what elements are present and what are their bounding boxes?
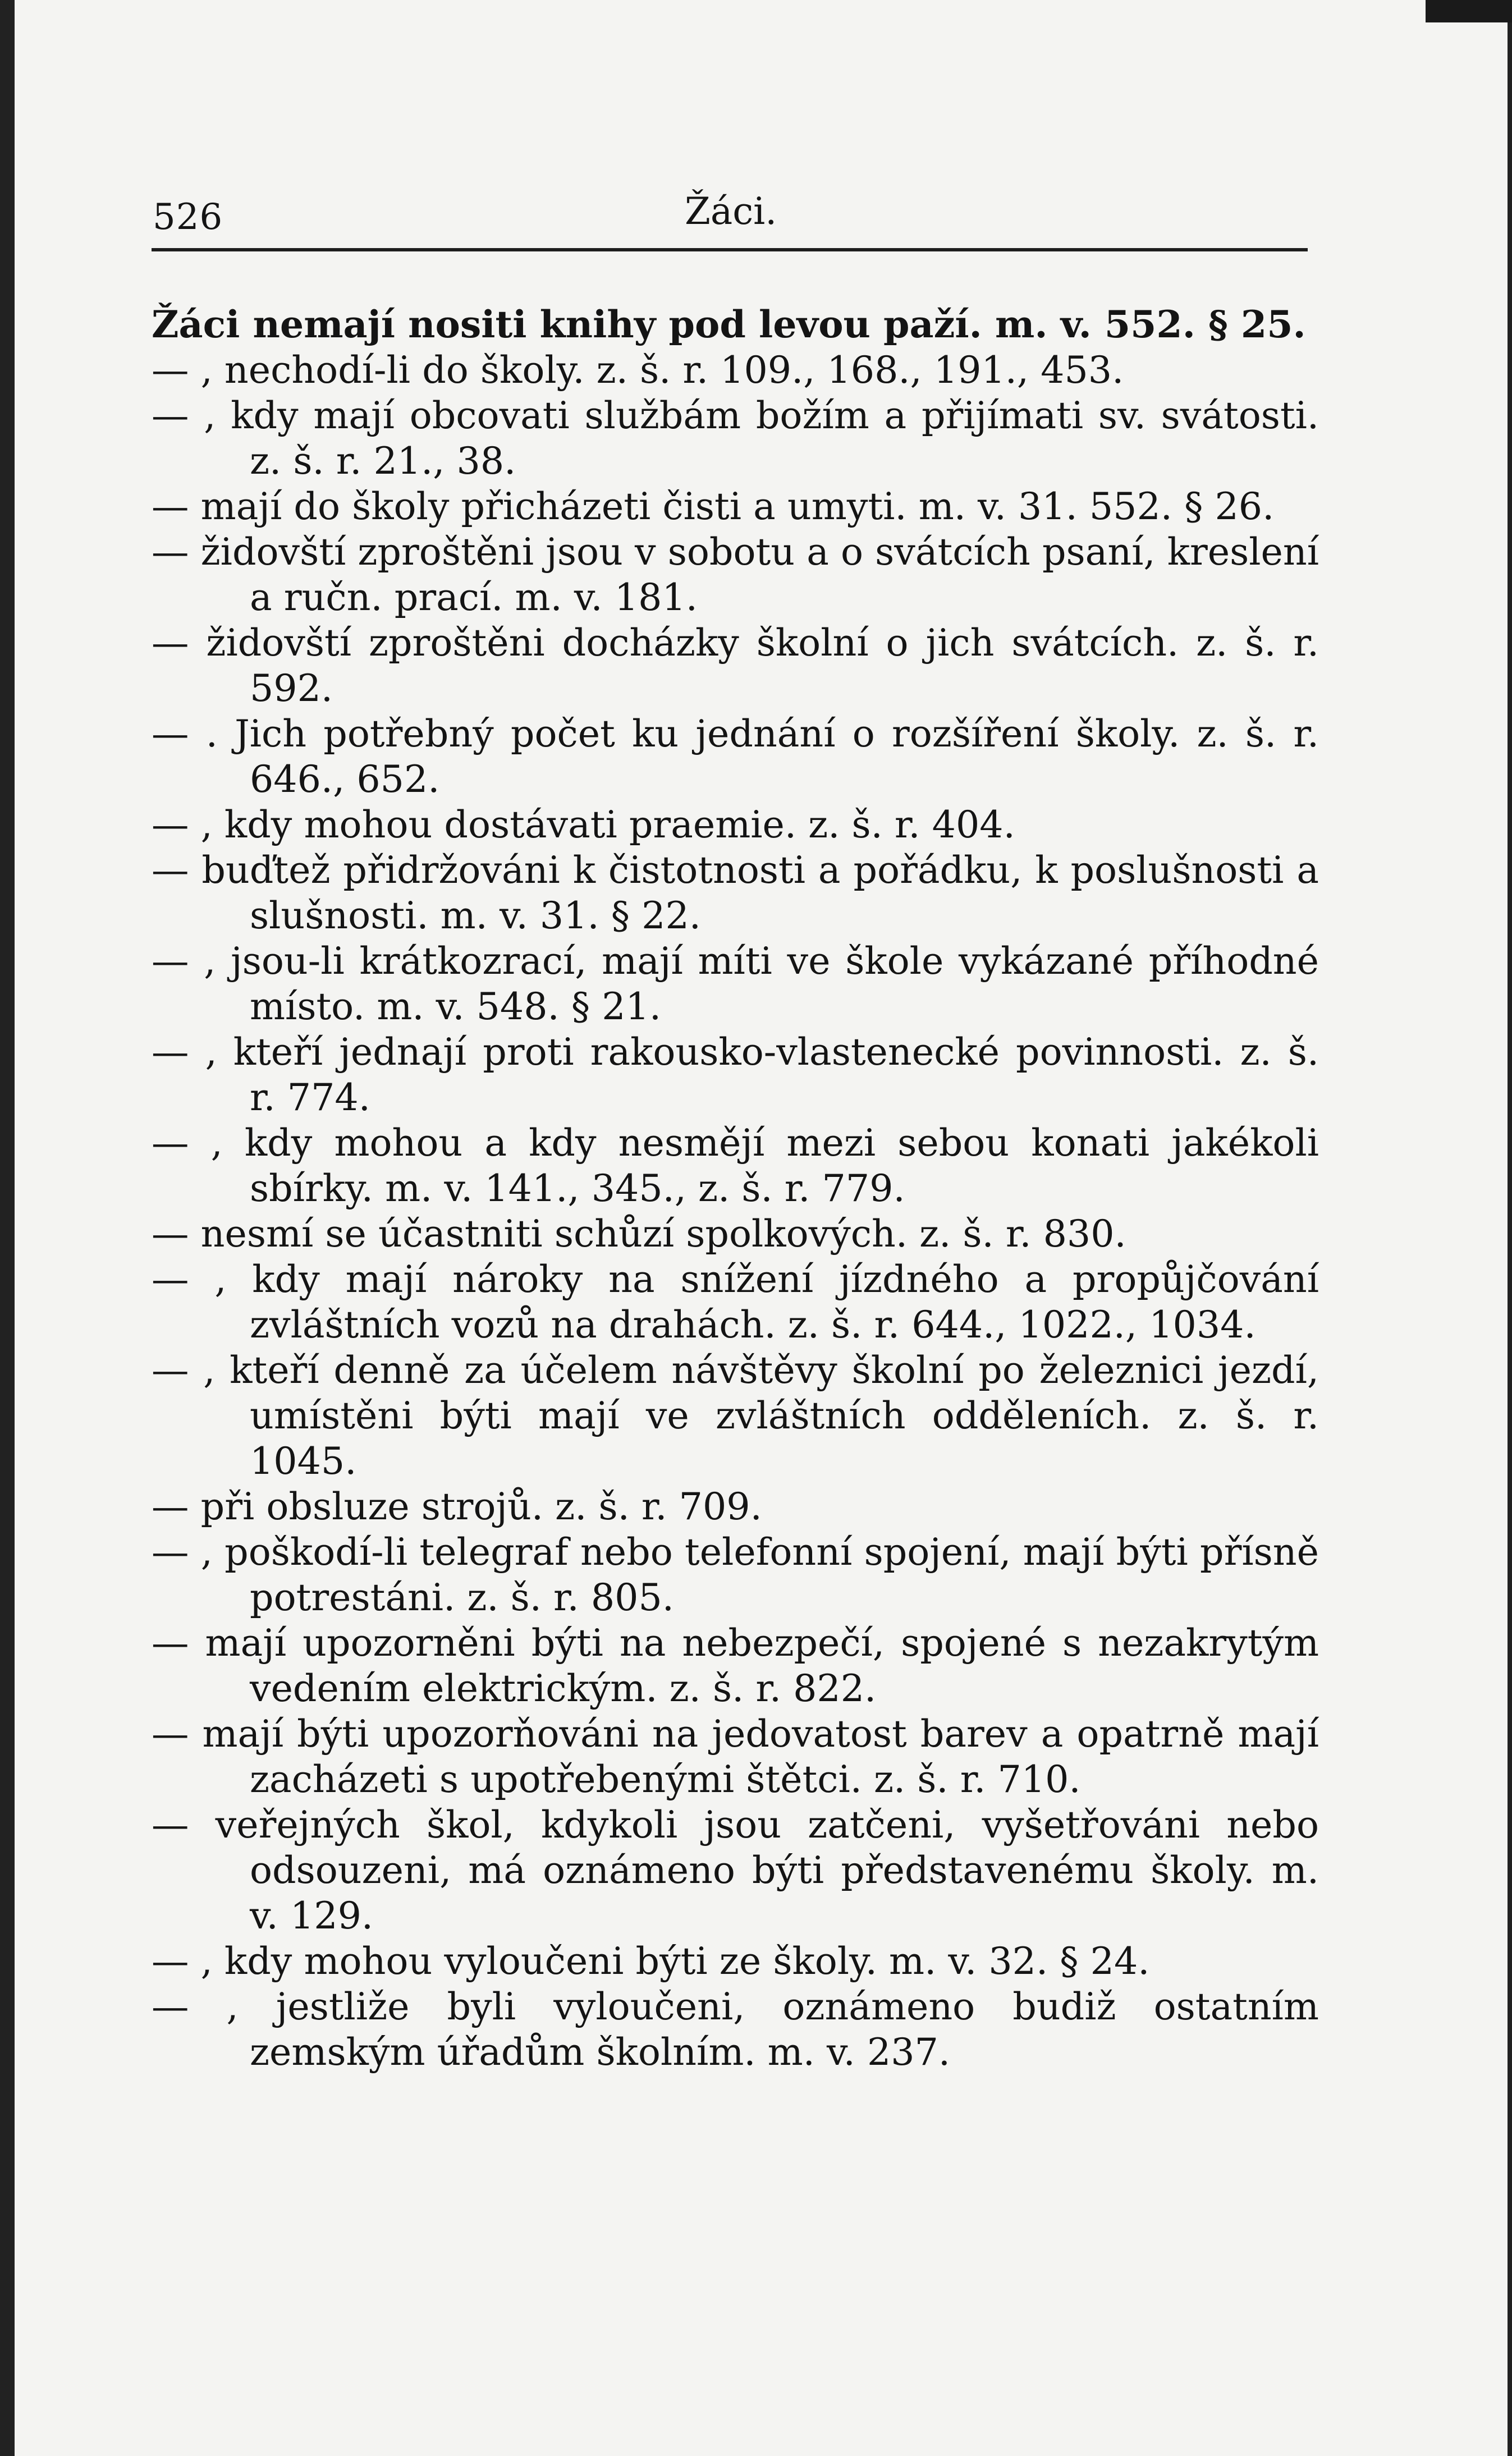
index-entry: — buďtež přidržováni k čistotnosti a pořádku, k poslušnosti a slušnosti. m. v. 31. § 22. <box>152 848 1319 937</box>
index-entry: — , nechodí-li do školy. z. š. r. 109., 168., 191., 453. <box>152 348 1124 392</box>
index-entry: — mají upozorněni býti na nebezpečí, spojené s nezakrytým vedením elektrickým. z. š. r. 822. <box>152 1621 1319 1710</box>
index-entry: — , kdy mohou a kdy nesmějí mezi sebou konati jakékoli sbírky. m. v. 141., 345., z. š. r. 779. <box>152 1121 1319 1210</box>
index-entry: — židovští zproštěni docházky školní o jich svátcích. z. š. r. 592. <box>152 621 1319 710</box>
index-entries <box>152 302 1319 2075</box>
index-entry: — , kdy mohou dostávati praemie. z. š. r. 404. <box>152 803 1015 846</box>
index-entry: Žáci nemají nositi knihy pod levou paží. m. v. 552. § 25. <box>152 303 1306 346</box>
index-entry: — , kdy mají nároky na snížení jízdného a propůjčování zvláštních vozů na drahách. z. š. r. 644., 1022., 1034. <box>152 1257 1319 1346</box>
index-entry: — , jsou-li krátkozrací, mají míti ve škole vykázané příhodné místo. m. v. 548. § 21. <box>152 939 1319 1028</box>
index-entry: — , kdy mají obcovati službám božím a přijímati sv. svátosti. z. š. r. 21., 38. <box>152 393 1319 483</box>
header-rule <box>152 248 1308 251</box>
index-entry: — , kteří jednají proti rakousko-vlastenecké povinnosti. z. š. r. 774. <box>152 1030 1319 1119</box>
index-entry: — mají do školy přicházeti čisti a umyti. m. v. 31. 552. § 26. <box>152 484 1275 528</box>
index-entry: — , poškodí-li telegraf nebo telefonní spojení, mají býti přísně potrestáni. z. š. r. 805. <box>152 1530 1319 1619</box>
index-entry: — , kteří denně za účelem návštěvy školní po železnici jezdí, umístěni býti mají ve zvláštních odděleních. z. š. r. 1045. <box>152 1348 1319 1483</box>
index-entry: — při obsluze strojů. z. š. r. 709. <box>152 1484 762 1528</box>
scan-border-left <box>0 0 15 2456</box>
index-entry: — , kdy mohou vyloučeni býti ze školy. m. v. 32. § 24. <box>152 1939 1150 1983</box>
scan-corner-shadow <box>1426 0 1512 22</box>
index-entry: — , jestliže byli vyloučeni, oznámeno budiž ostatním zemským úřadům školním. m. v. 237. <box>152 1985 1319 2074</box>
index-entry: — nesmí se účastniti schůzí spolkových. z. š. r. 830. <box>152 1212 1126 1256</box>
page-number: 526 <box>153 196 223 238</box>
running-title: Žáci. <box>685 190 777 233</box>
page-header <box>152 185 1319 247</box>
scan-border-right <box>1508 0 1512 2456</box>
index-entry: — mají býti upozorňováni na jedovatost barev a opatrně mají zacházeti s upotřebenými štětci. z. š. r. 710. <box>152 1712 1319 1801</box>
book-page <box>152 185 1319 2074</box>
index-entry: — veřejných škol, kdykoli jsou zatčeni, vyšetřováni nebo odsouzeni, má oznámeno býti představenému školy. m. v. 129. <box>152 1803 1319 1937</box>
index-entry: — . Jich potřebný počet ku jednání o rozšíření školy. z. š. r. 646., 652. <box>152 712 1319 801</box>
index-entry: — židovští zproštěni jsou v sobotu a o svátcích psaní, kreslení a ručn. prací. m. v. 181. <box>152 530 1319 619</box>
